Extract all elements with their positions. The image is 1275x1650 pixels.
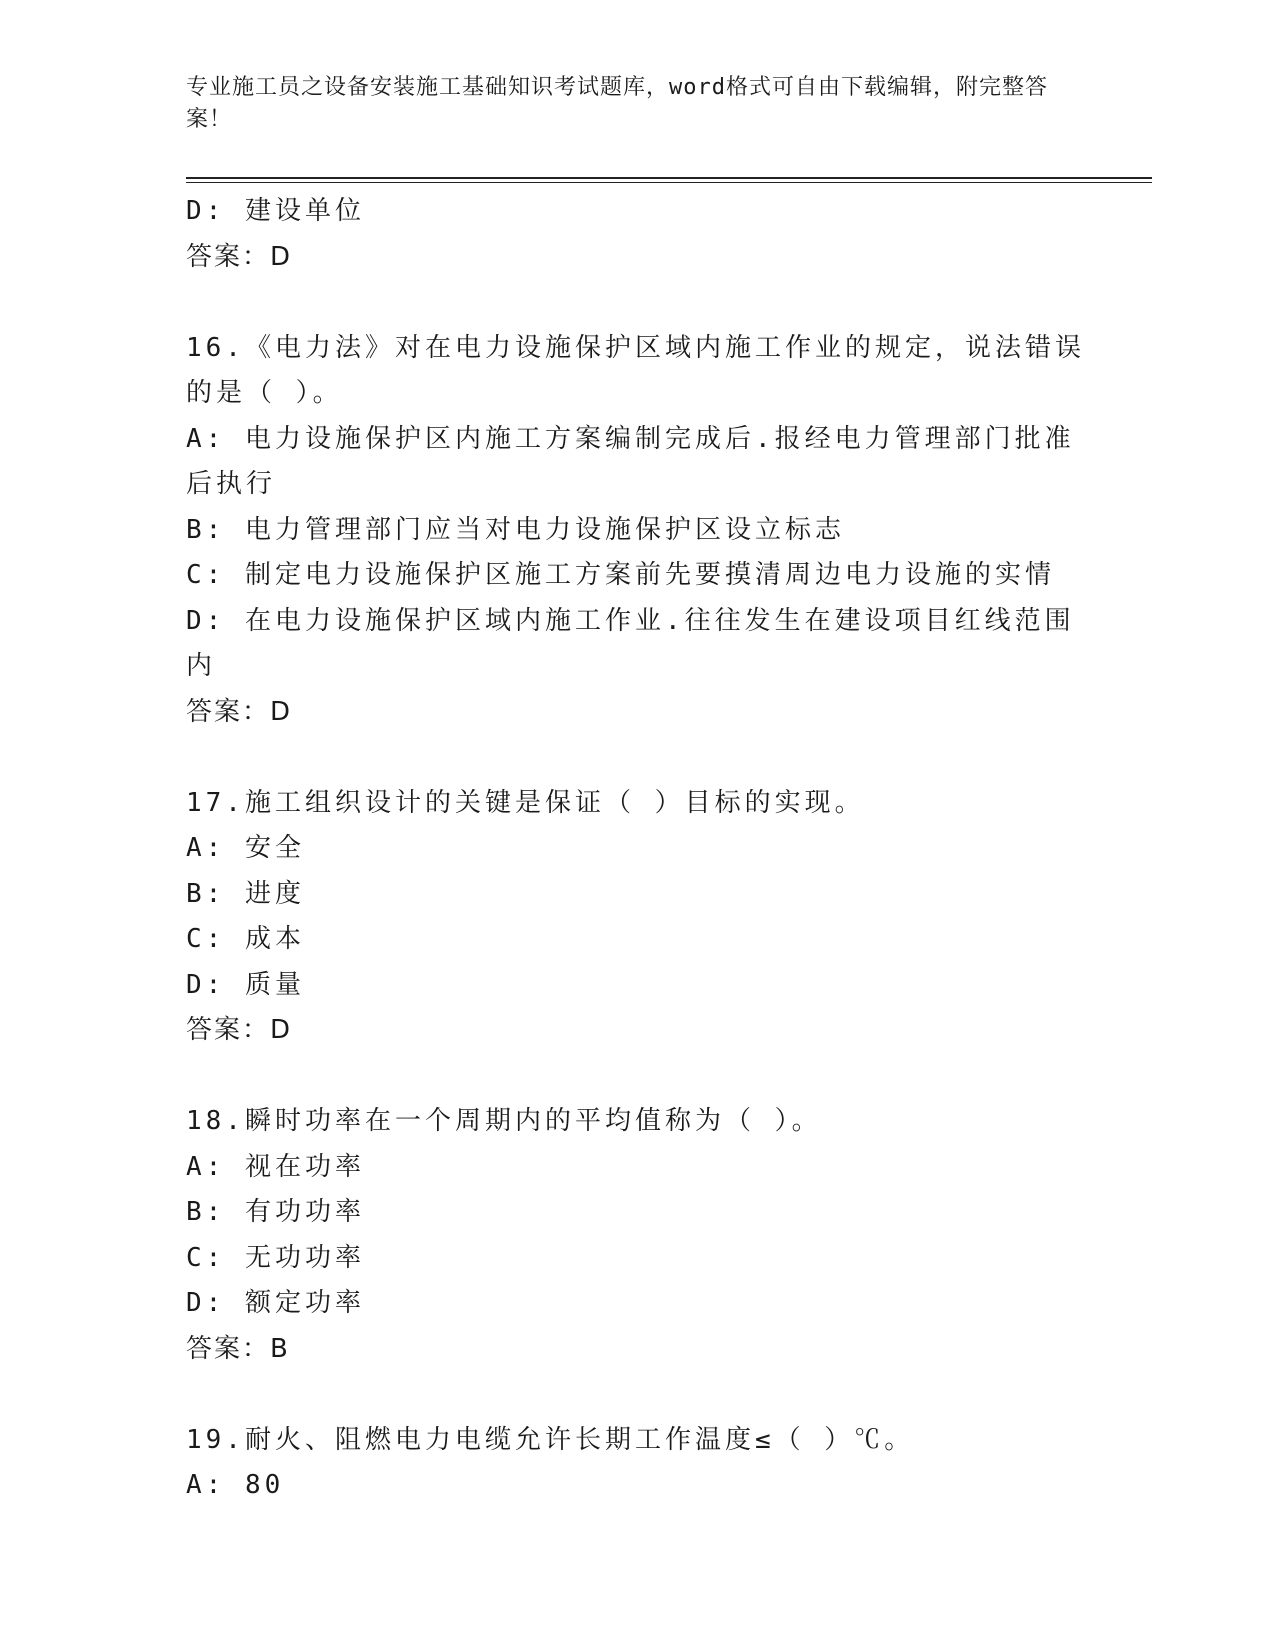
question-stem: 16.《电力法》对在电力设施保护区域内施工作业的规定，说法错误的是（ ）。 xyxy=(186,332,1085,408)
question-18 xyxy=(186,1099,1086,1372)
option-d: D: 额定功率 xyxy=(186,1288,365,1318)
option-a: A: 80 xyxy=(186,1470,285,1500)
option-c: C: 无功功率 xyxy=(186,1242,365,1273)
answer: 答案：B xyxy=(186,1333,290,1364)
question-17 xyxy=(186,781,1086,1054)
header-rule-thick xyxy=(186,177,1152,179)
question-16 xyxy=(186,326,1086,736)
answer: 答案：D xyxy=(186,696,293,727)
question-stem: 19.耐火、阻燃电力电缆允许长期工作温度≤（ ）℃。 xyxy=(186,1424,915,1455)
option-d: D: 质量 xyxy=(186,969,305,1000)
question-stem: 17.施工组织设计的关键是保证（ ）目标的实现。 xyxy=(186,787,865,818)
option-b: B: 进度 xyxy=(186,878,305,909)
option-c: C: 成本 xyxy=(186,924,305,954)
option-a: A: 电力设施保护区内施工方案编制完成后.报经电力管理部门批准后执行 xyxy=(186,423,1075,499)
prev-answer: 答案：D xyxy=(186,241,293,272)
header-rule-thin xyxy=(186,182,1152,183)
option-d: D: 在电力设施保护区域内施工作业.往往发生在建设项目红线范围内 xyxy=(186,605,1075,681)
question-stem: 18.瞬时功率在一个周期内的平均值称为（ ）。 xyxy=(186,1106,822,1136)
option-c: C: 制定电力设施保护区施工方案前先要摸清周边电力设施的实情 xyxy=(186,560,1055,590)
option-a: A: 安全 xyxy=(186,833,305,863)
option-b: B: 有功功率 xyxy=(186,1197,365,1227)
page-header xyxy=(186,72,1066,136)
question-list xyxy=(186,189,1086,1509)
prev-option-d: D: 建设单位 xyxy=(186,196,365,226)
question-19 xyxy=(186,1418,1086,1509)
option-b: B: 电力管理部门应当对电力设施保护区设立标志 xyxy=(186,514,845,545)
header-text: 专业施工员之设备安装施工基础知识考试题库，word格式可自由下载编辑，附完整答案！ xyxy=(186,75,1048,132)
option-a: A: 视在功率 xyxy=(186,1151,365,1182)
answer: 答案：D xyxy=(186,1015,293,1045)
